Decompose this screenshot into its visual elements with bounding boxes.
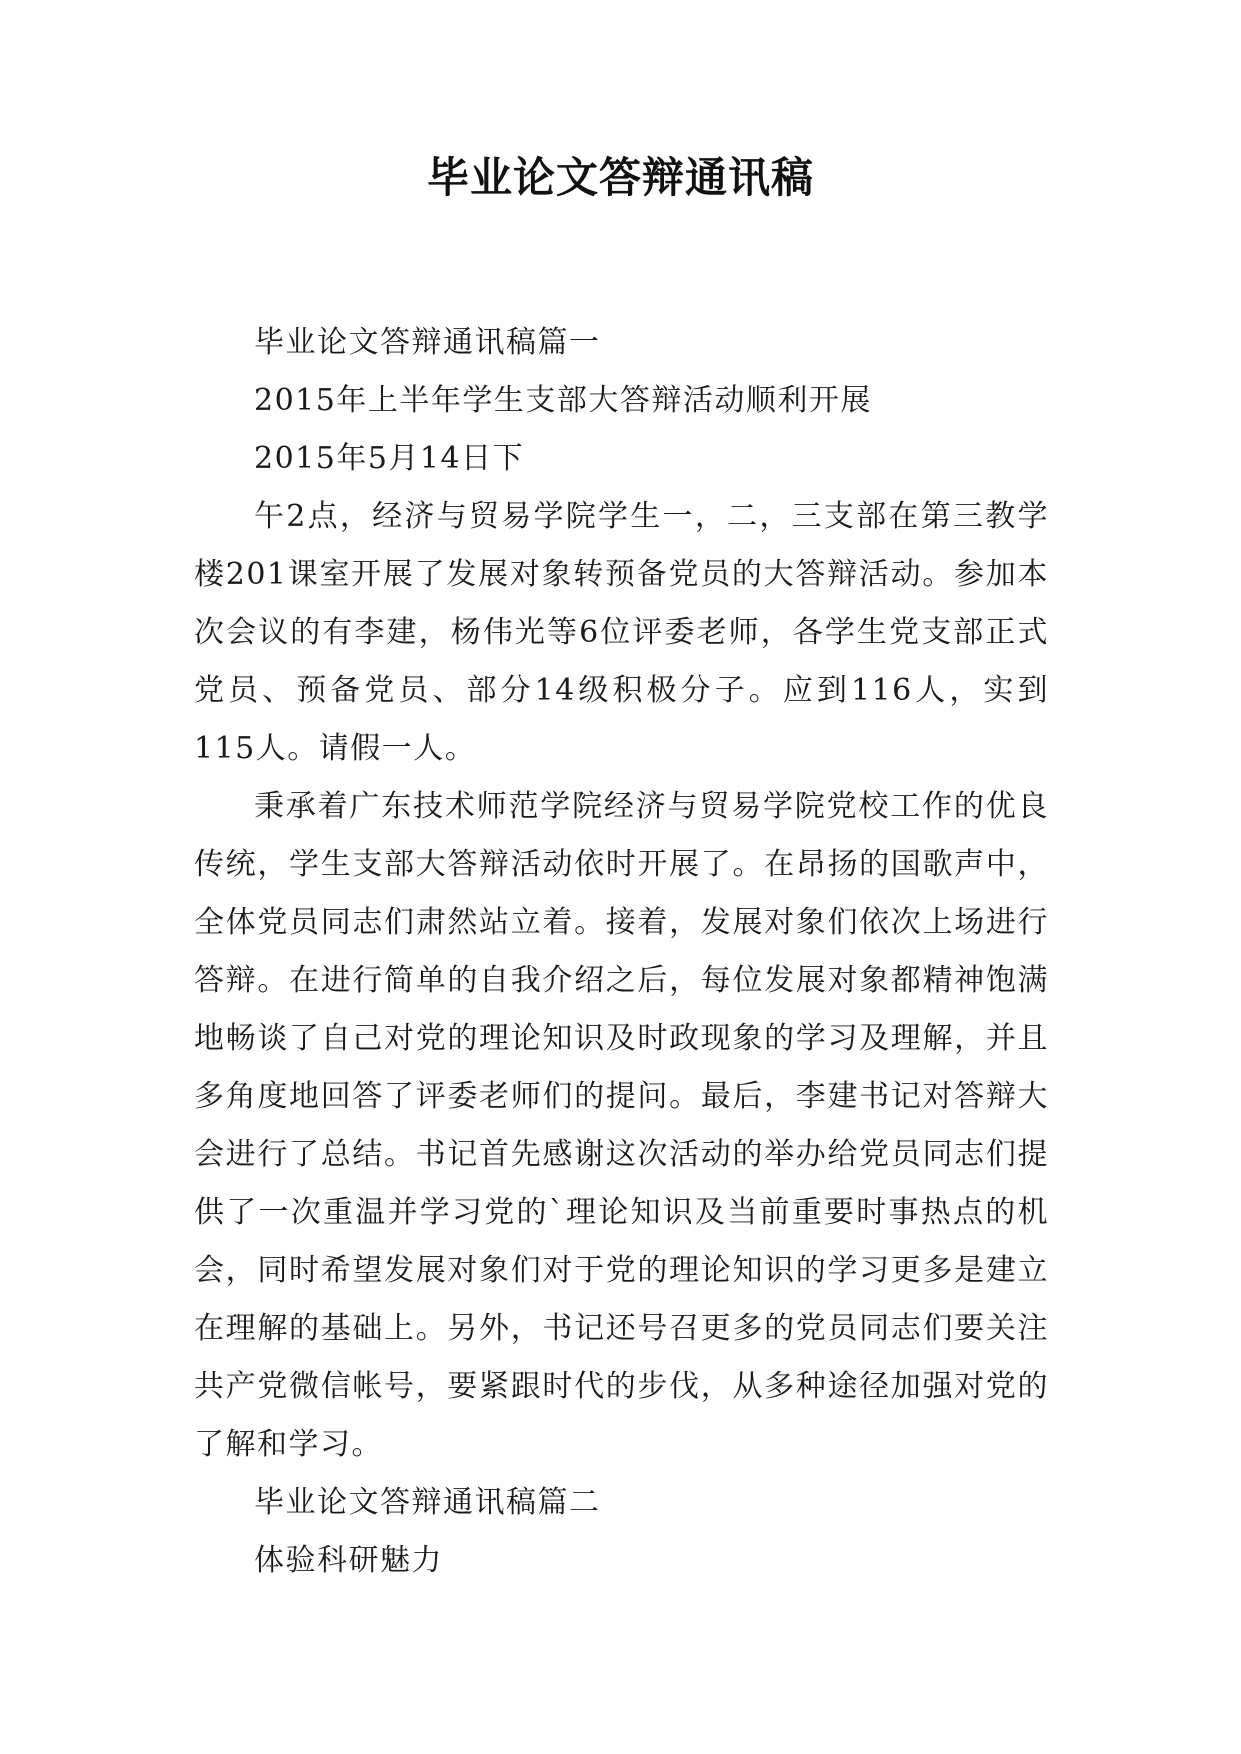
document-body [194, 314, 1049, 1590]
paragraph-event-summary: 午2点，经济与贸易学院学生一，二，三支部在第三教学楼201课室开展了发展对象转预备党员的大答辩活动。参加本次会议的有李建，杨伟光等6位评委老师，各学生党支部正式党员、预备党员、部分14级积极分子。应到116人，实到115人。请假一人。 [194, 499, 1049, 766]
section-subtitle: 体验科研魅力 [254, 1543, 443, 1578]
section-heading-1: 毕业论文答辩通讯稿篇一 [254, 325, 601, 360]
date-line: 2015年5月14日下 [254, 441, 525, 476]
document-title: 毕业论文答辩通讯稿 [426, 153, 814, 202]
article-headline: 2015年上半年学生支部大答辩活动顺利开展 [254, 383, 872, 418]
paragraph-event-details: 秉承着广东技术师范学院经济与贸易学院党校工作的优良传统，学生支部大答辩活动依时开展了。在昂扬的国歌声中，全体党员同志们肃然站立着。接着，发展对象们依次上场进行答辩。在进行简单的自我介绍之后，每位发展对象都精神饱满地畅谈了自己对党的理论知识及时政现象的学习及理解，并且多角度地回答了评委老师们的提问。最后，李建书记对答辩大会进行了总结。书记首先感谢这次活动的举办给党员同志们提供了一次重温并学习党的`理论知识及当前重要时事热点的机会，同时希望发展对象们对于党的理论知识的学习更多是建立在理解的基础上。另外，书记还号召更多的党员同志们要关注共产党微信帐号，要紧跟时代的步伐，从多种途径加强对党的了解和学习。 [194, 789, 1049, 1462]
section-heading-2: 毕业论文答辩通讯稿篇二 [254, 1485, 601, 1520]
